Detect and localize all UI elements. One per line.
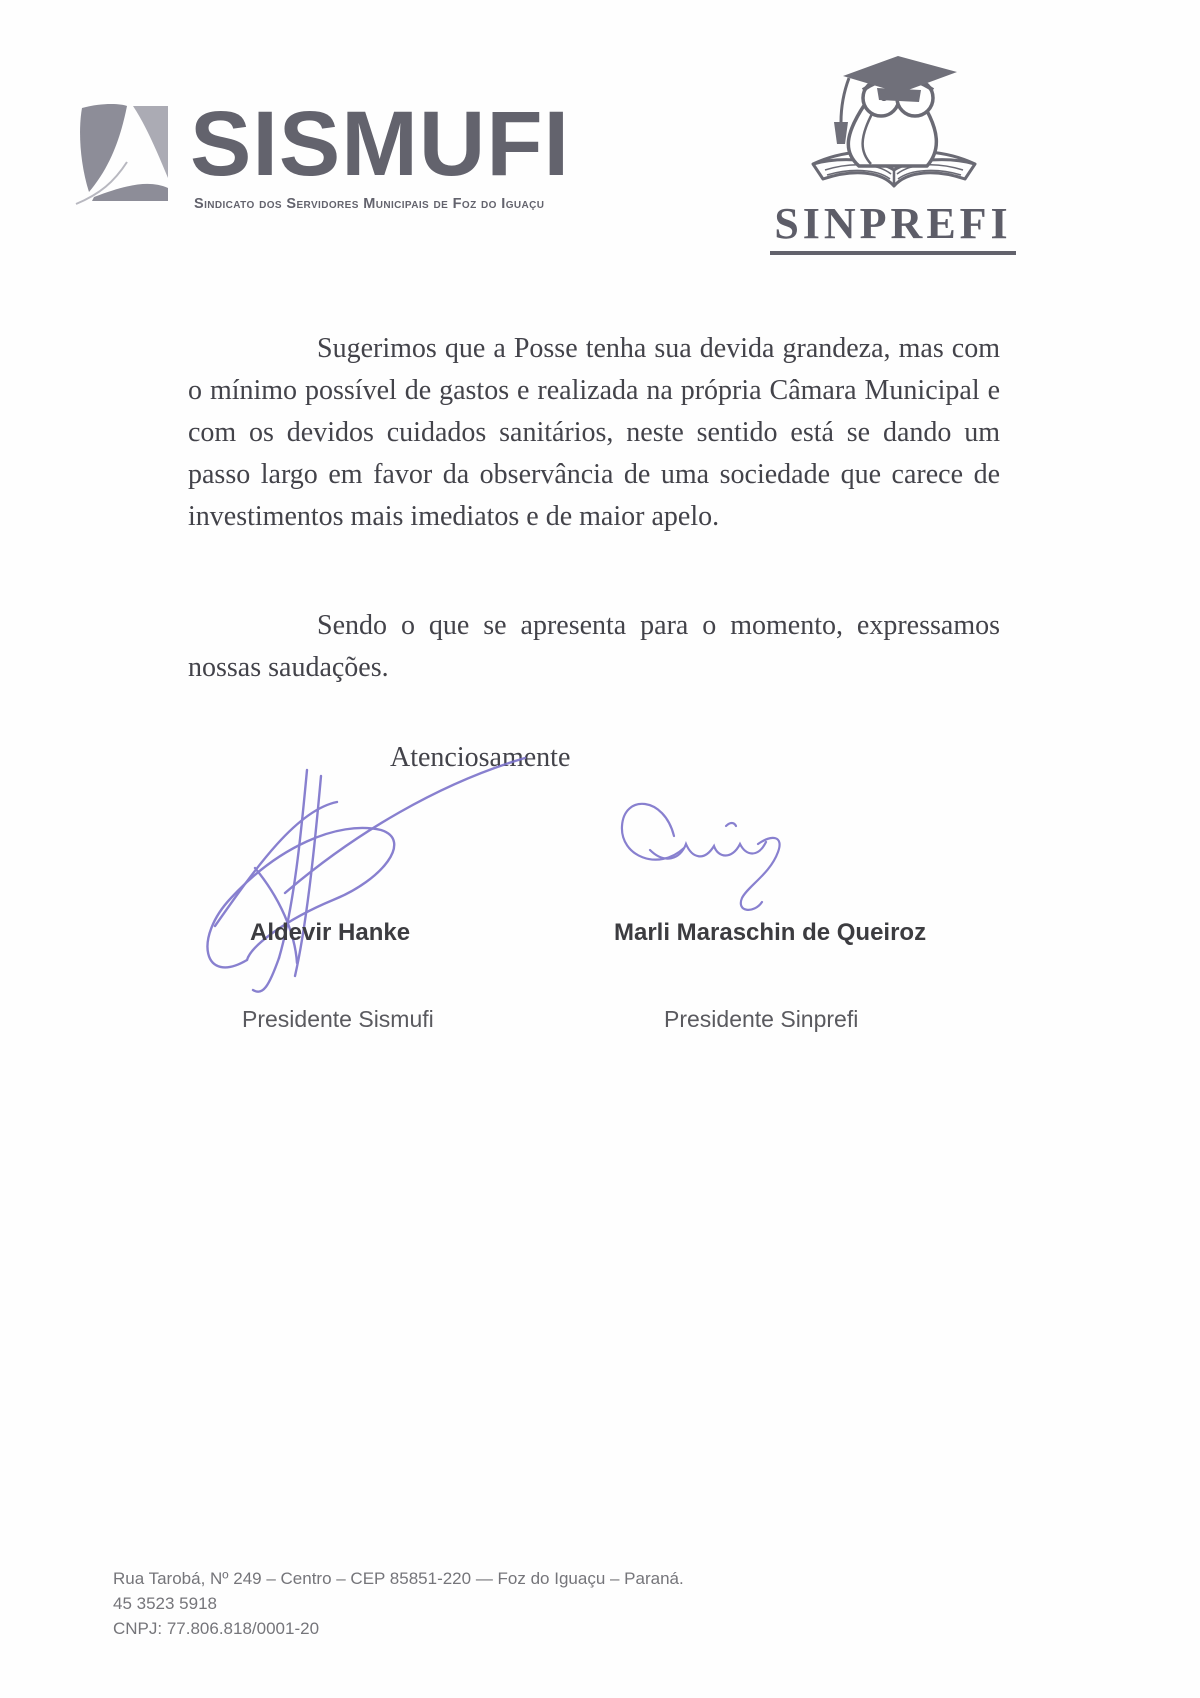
sinprefi-wordmark: SINPREFI [770, 198, 1015, 255]
signatory-name-right: Marli Maraschin de Queiroz [614, 919, 927, 946]
paragraph-1: Sugerimos que a Posse tenha sua devida grandeza, mas com o mínimo possível de gastos e realizada na própria Câmara Municipal e com os devidos cuidados sanitários, neste sentido está se dando um passo largo em favor da observância de uma sociedade que carece de investimentos mais imediatos e de maior apelo. [188, 333, 1000, 532]
closing-word: Atenciosamente [390, 742, 571, 773]
footer-address: Rua Tarobá, Nº 249 – Centro – CEP 85851-220 — Foz do Iguaçu – Paraná. [113, 1569, 684, 1588]
footer [113, 1566, 684, 1641]
signatory-title-left: Presidente Sismufi [242, 1006, 434, 1032]
footer-cnpj: CNPJ: 77.806.818/0001-20 [113, 1619, 320, 1638]
signature-ink-left [185, 748, 535, 998]
footer-phone: 45 3523 5918 [113, 1594, 217, 1613]
sinprefi-logo [762, 46, 1024, 255]
signature-ink-right [606, 778, 806, 918]
signatory-name-left: Aldevir Hanke [250, 919, 411, 946]
signatory-title-right: Presidente Sinprefi [664, 1006, 859, 1032]
sismufi-swoosh-icon [70, 102, 174, 206]
sismufi-tagline: Sindicato dos Servidores Municipais de Foz do Iguaçu [194, 196, 545, 212]
graduate-owl-icon [781, 46, 1006, 196]
paragraph-2: Sendo o que se apresenta para o momento, expressamos nossas saudações. [188, 610, 1000, 683]
sismufi-wordmark: SISMUFI [190, 93, 571, 195]
